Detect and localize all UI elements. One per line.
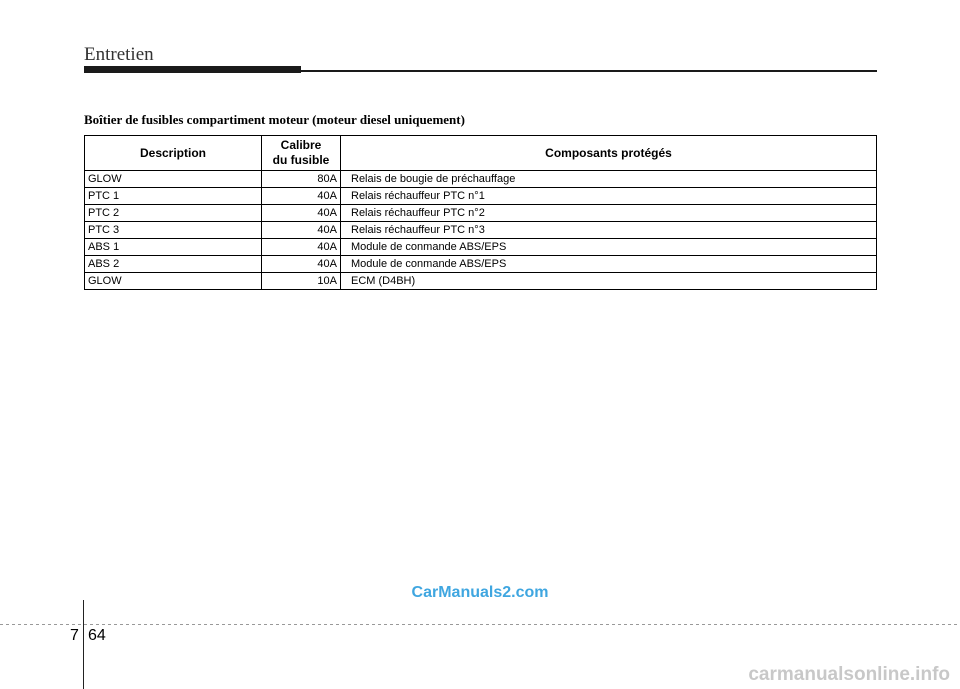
cell-description: PTC 2 bbox=[85, 205, 262, 222]
cell-rating: 40A bbox=[262, 222, 341, 239]
cell-rating: 40A bbox=[262, 256, 341, 273]
page-header-title: Entretien bbox=[84, 44, 154, 65]
table-header-row bbox=[85, 136, 877, 171]
header-components: Composants protégés bbox=[341, 136, 877, 171]
table-row bbox=[85, 273, 877, 290]
cell-rating: 10A bbox=[262, 273, 341, 290]
cell-rating: 40A bbox=[262, 239, 341, 256]
footer-dashed-rule bbox=[0, 624, 960, 625]
table-row bbox=[85, 239, 877, 256]
header-bar-thick bbox=[84, 66, 301, 73]
footer-vertical-rule bbox=[83, 600, 84, 689]
page-number: 64 bbox=[88, 627, 106, 644]
header-description: Description bbox=[85, 136, 262, 171]
cell-description: PTC 1 bbox=[85, 188, 262, 205]
footer-url: carmanualsonline.info bbox=[748, 664, 950, 685]
cell-components: Relais réchauffeur PTC n°1 bbox=[341, 188, 877, 205]
header-bar-thin bbox=[301, 70, 877, 72]
watermark-link[interactable]: CarManuals2.com bbox=[411, 584, 549, 601]
cell-description: ABS 1 bbox=[85, 239, 262, 256]
header-rating-line2: du fusible bbox=[272, 153, 330, 167]
cell-components: ECM (D4BH) bbox=[341, 273, 877, 290]
header-rating-line1: Calibre bbox=[280, 138, 322, 152]
table-row bbox=[85, 171, 877, 188]
cell-components: Relais réchauffeur PTC n°3 bbox=[341, 222, 877, 239]
cell-components: Module de conmande ABS/EPS bbox=[341, 256, 877, 273]
fuse-table bbox=[84, 135, 877, 290]
cell-components: Relais réchauffeur PTC n°2 bbox=[341, 205, 877, 222]
cell-description: ABS 2 bbox=[85, 256, 262, 273]
table-row bbox=[85, 188, 877, 205]
section-title: Boîtier de fusibles compartiment moteur (moteur diesel uniquement) bbox=[84, 112, 465, 127]
cell-rating: 80A bbox=[262, 171, 341, 188]
cell-rating: 40A bbox=[262, 188, 341, 205]
table-row bbox=[85, 205, 877, 222]
cell-components: Module de conmande ABS/EPS bbox=[341, 239, 877, 256]
cell-components: Relais de bougie de préchauffage bbox=[341, 171, 877, 188]
table-row bbox=[85, 256, 877, 273]
header-rating bbox=[262, 136, 341, 171]
cell-rating: 40A bbox=[262, 205, 341, 222]
chapter-number: 7 bbox=[70, 627, 79, 644]
cell-description: PTC 3 bbox=[85, 222, 262, 239]
table-row bbox=[85, 222, 877, 239]
cell-description: GLOW bbox=[85, 171, 262, 188]
cell-description: GLOW bbox=[85, 273, 262, 290]
